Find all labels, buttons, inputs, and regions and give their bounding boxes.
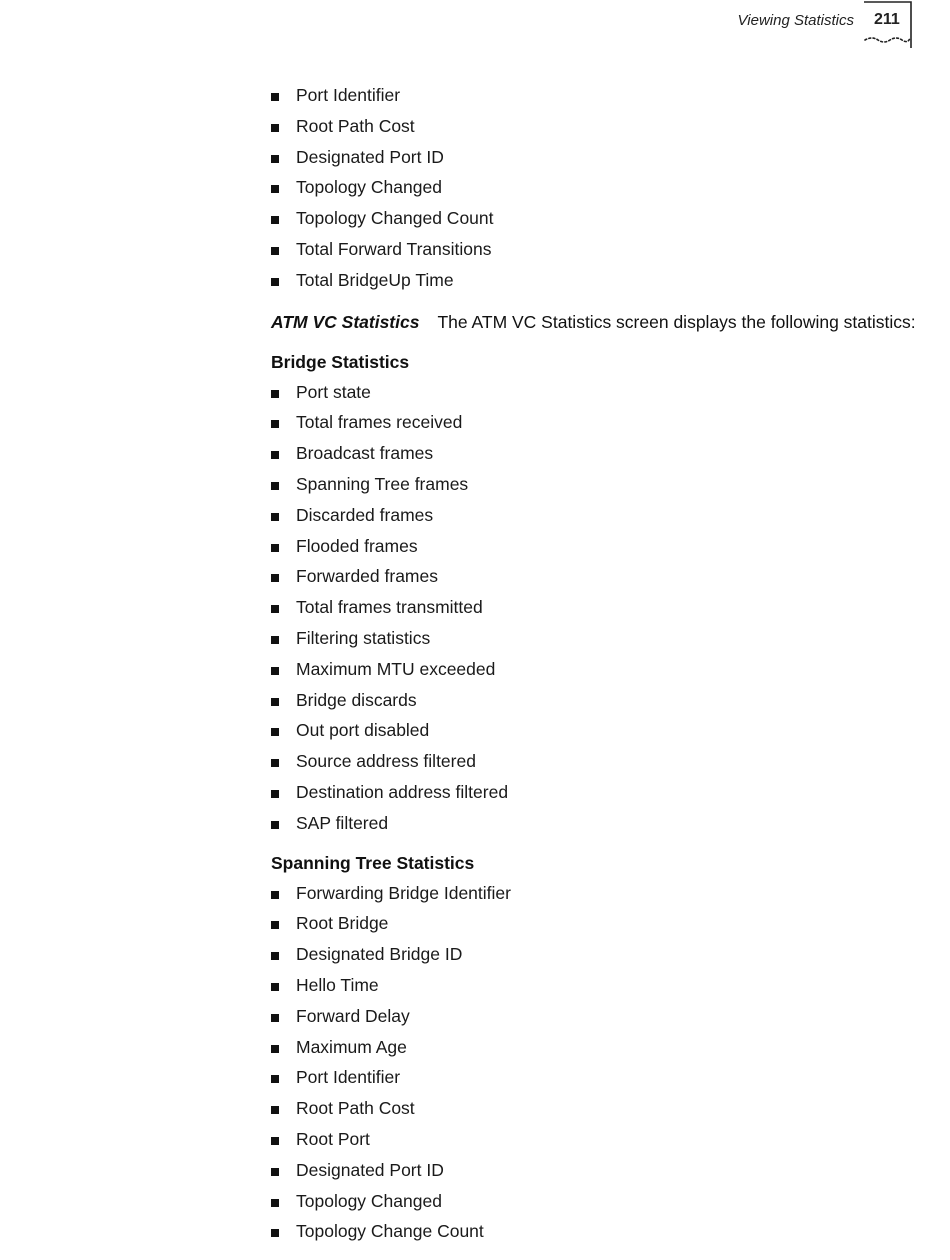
list-item: Topology Changed Count bbox=[271, 203, 931, 234]
list-item: Designated Port ID bbox=[271, 142, 931, 173]
list-item: Maximum MTU exceeded bbox=[271, 654, 931, 685]
page-content bbox=[271, 80, 931, 1247]
bridge-statistics-heading: Bridge Statistics bbox=[271, 351, 410, 372]
list-item: Root Path Cost bbox=[271, 111, 931, 142]
bullet-icon bbox=[271, 667, 279, 675]
bullet-icon bbox=[271, 1075, 279, 1083]
atm-vc-text: The ATM VC Statistics screen displays the following statistics: bbox=[437, 311, 916, 332]
bullet-icon bbox=[271, 155, 279, 163]
bullet-icon bbox=[271, 1137, 279, 1145]
list-item: Forward Delay bbox=[271, 1001, 931, 1032]
bullet-icon bbox=[271, 390, 279, 398]
bullet-icon bbox=[271, 185, 279, 193]
list-item: Designated Bridge ID bbox=[271, 939, 931, 970]
page-corner-decoration bbox=[860, 0, 920, 52]
bullet-icon bbox=[271, 544, 279, 552]
page-header bbox=[0, 0, 950, 60]
list-item: Filtering statistics bbox=[271, 623, 931, 654]
list-item: Topology Changed bbox=[271, 1186, 931, 1217]
list-item: Root Path Cost bbox=[271, 1093, 931, 1124]
bullet-icon bbox=[271, 124, 279, 132]
list-item: Topology Change Count bbox=[271, 1216, 931, 1247]
bullet-icon bbox=[271, 891, 279, 899]
list-item: Spanning Tree frames bbox=[271, 469, 931, 500]
list-item: Out port disabled bbox=[271, 715, 931, 746]
page-number: 211 bbox=[874, 11, 900, 28]
list-item: Total frames transmitted bbox=[271, 592, 931, 623]
bullet-icon bbox=[271, 216, 279, 224]
list-item: Port Identifier bbox=[271, 80, 931, 111]
list-item: Port Identifier bbox=[271, 1062, 931, 1093]
bullet-icon bbox=[271, 983, 279, 991]
list-item: Source address filtered bbox=[271, 746, 931, 777]
list-item: Discarded frames bbox=[271, 500, 931, 531]
bullet-icon bbox=[271, 1045, 279, 1053]
intro-list bbox=[271, 80, 931, 296]
list-item: Hello Time bbox=[271, 970, 931, 1001]
bullet-icon bbox=[271, 698, 279, 706]
list-item: Forwarded frames bbox=[271, 561, 931, 592]
spanning-tree-statistics-heading: Spanning Tree Statistics bbox=[271, 852, 475, 873]
bullet-icon bbox=[271, 759, 279, 767]
atm-vc-paragraph bbox=[271, 306, 931, 338]
bullet-icon bbox=[271, 574, 279, 582]
bullet-icon bbox=[271, 482, 279, 490]
bullet-icon bbox=[271, 1014, 279, 1022]
spanning-tree-statistics-list bbox=[271, 878, 931, 1248]
bullet-icon bbox=[271, 451, 279, 459]
list-item: Broadcast frames bbox=[271, 438, 931, 469]
bullet-icon bbox=[271, 728, 279, 736]
bridge-statistics-list bbox=[271, 377, 931, 839]
bullet-icon bbox=[271, 636, 279, 644]
bullet-icon bbox=[271, 1106, 279, 1114]
list-item: Topology Changed bbox=[271, 172, 931, 203]
list-item: Designated Port ID bbox=[271, 1155, 931, 1186]
atm-vc-heading: ATM VC Statistics bbox=[271, 311, 420, 332]
list-item: Total Forward Transitions bbox=[271, 234, 931, 265]
list-item: Port state bbox=[271, 377, 931, 408]
list-item: SAP filtered bbox=[271, 808, 931, 839]
bullet-icon bbox=[271, 790, 279, 798]
list-item: Forwarding Bridge Identifier bbox=[271, 878, 931, 909]
list-item: Root Port bbox=[271, 1124, 931, 1155]
bullet-icon bbox=[271, 513, 279, 521]
bullet-icon bbox=[271, 247, 279, 255]
bullet-icon bbox=[271, 1229, 279, 1237]
bullet-icon bbox=[271, 420, 279, 428]
list-item: Maximum Age bbox=[271, 1032, 931, 1063]
list-item: Total BridgeUp Time bbox=[271, 265, 931, 296]
list-item: Flooded frames bbox=[271, 531, 931, 562]
bullet-icon bbox=[271, 605, 279, 613]
bullet-icon bbox=[271, 1168, 279, 1176]
bullet-icon bbox=[271, 278, 279, 286]
bullet-icon bbox=[271, 952, 279, 960]
list-item: Root Bridge bbox=[271, 908, 931, 939]
bullet-icon bbox=[271, 93, 279, 101]
bullet-icon bbox=[271, 1199, 279, 1207]
list-item: Total frames received bbox=[271, 407, 931, 438]
list-item: Bridge discards bbox=[271, 685, 931, 716]
bullet-icon bbox=[271, 821, 279, 829]
list-item: Destination address filtered bbox=[271, 777, 931, 808]
running-title: Viewing Statistics bbox=[737, 12, 854, 29]
bullet-icon bbox=[271, 921, 279, 929]
